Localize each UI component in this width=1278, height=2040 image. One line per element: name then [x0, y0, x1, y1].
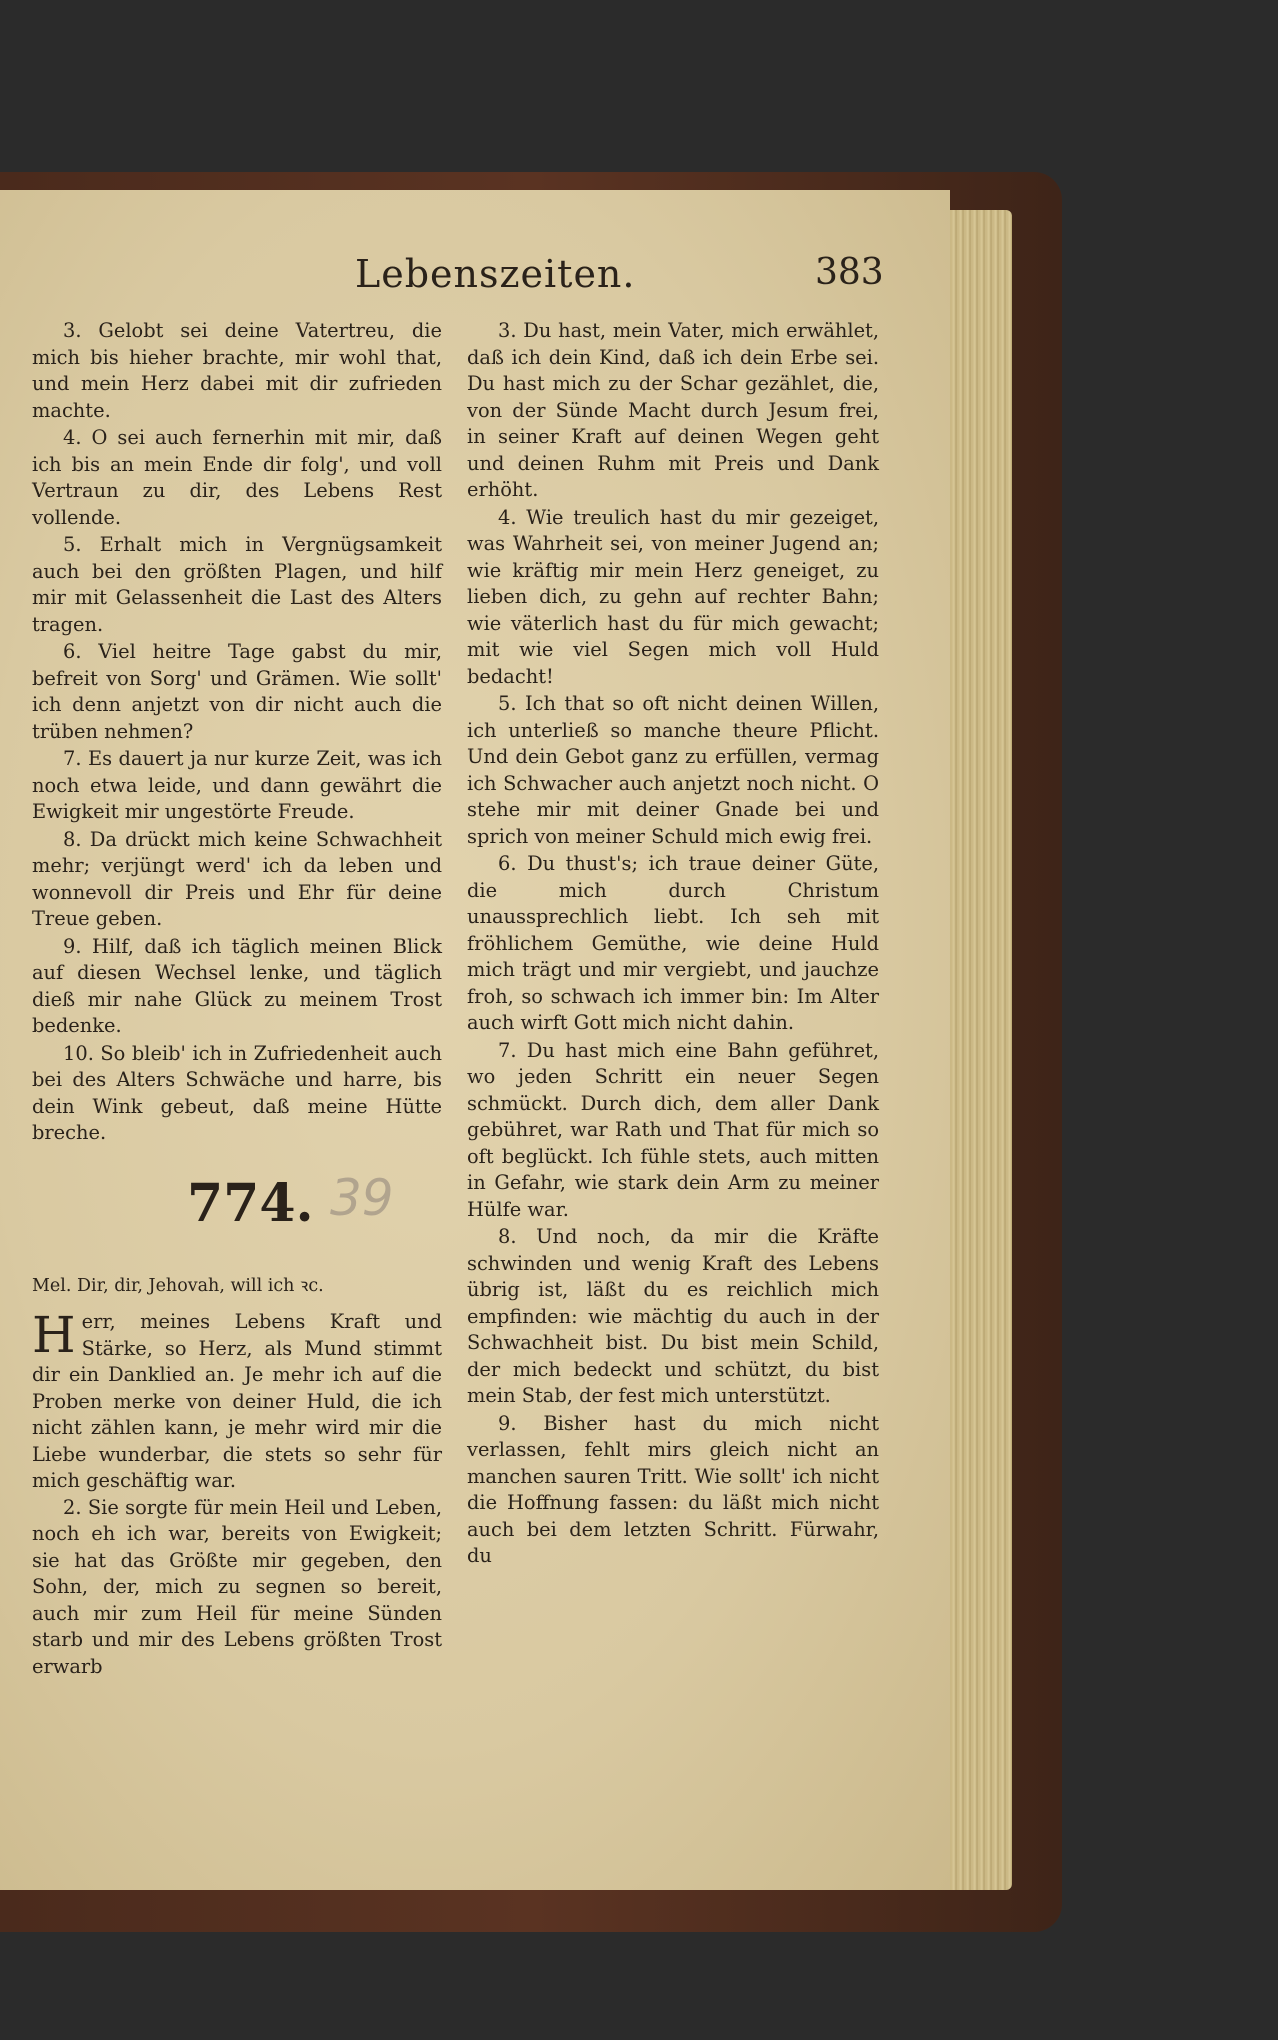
- verse: 6. Du thust's; ich traue deiner Güte, die mich durch Christum unaussprechlich liebt. Ich seh mit fröhlichem Gemüthe, wie deine Huld mich trägt und mir vergiebt, und jauchze froh, so schwach ich immer bin: Im Alter auch wirft Gott mich nicht dahin.: [467, 852, 879, 1034]
- right-column: [467, 318, 879, 1571]
- verse: 2. Sie sorgte für mein Heil und Leben, noch eh ich war, bereits von Ewigkeit; sie hat das Größte mir gegeben, den Sohn, der, mich zu segnen so bereit, auch mir zum Heil für meine Sünden starb und mir des Lebens größten Trost erwarb: [32, 1495, 442, 1678]
- verse: 7. Es dauert ja nur kurze Zeit, was ich noch etwa leide, und dann gewährt die Ewigkeit mir ungestörte Freude.: [32, 747, 442, 823]
- verse: 3. Gelobt sei deine Vatertreu, die mich bis hieher brachte, mir wohl that, und mein Herz dabei mit dir zufrieden machte.: [32, 319, 442, 422]
- verse: 4. Wie treulich hast du mir gezeiget, was Wahrheit sei, von meiner Jugend an; wie kräftig mir mein Herz geneiget, zu lieben dich, zu gehn auf rechter Bahn; wie väterlich hast du für mich gewacht; mit wie viel Segen mich voll Huld bedacht!: [467, 505, 879, 688]
- hymn-first-verse-text: err, meines Lebens Kraft und Stärke, so Herz, als Mund stimmt dir ein Danklied an. Je mehr ich auf die Proben merke von deiner Huld, die ich nicht zählen kann, je mehr wird mir die Liebe wunderbar, die stets so sehr für mich geschäftig war.: [32, 1310, 442, 1492]
- handwritten-note: 39: [330, 1168, 394, 1227]
- left-column: [32, 318, 442, 1681]
- book-page: [0, 190, 950, 1890]
- hymn-number: 774.: [187, 1172, 314, 1234]
- hymn-first-verse: [32, 1306, 442, 1495]
- running-title: Lebenszeiten.: [355, 252, 636, 296]
- verse: 10. So bleib' ich in Zufriedenheit auch bei des Alters Schwäche und harre, bis dein Wink gebeut, daß meine Hütte breche.: [32, 1041, 442, 1144]
- verse: 5. Erhalt mich in Vergnügsamkeit auch bei den größten Plagen, und hilf mir mit Gelassenheit die Last des Alters tragen.: [32, 533, 442, 636]
- verse: 5. Ich that so oft nicht deinen Willen, ich unterließ so manche theure Pflicht. Und dein Gebot ganz zu erfüllen, vermag ich Schwacher auch anjetzt noch nicht. O stehe mir mit deiner Gnade bei und sprich von meiner Schuld mich ewig frei.: [467, 692, 879, 848]
- verse: 7. Du hast mich eine Bahn geführet, wo jeden Schritt ein neuer Segen schmückt. Durch dich, dem aller Dank gebühret, war Rath und That für mich so oft beglückt. Ich fühle stets, auch mitten in Gefahr, wie stark dein Arm zu meiner Hülfe war.: [467, 1038, 879, 1221]
- verse: 9. Bisher hast du mich nicht verlassen, fehlt mirs gleich nicht an manchen sauren Tritt. Wie sollt' ich nicht die Hoffnung fassen: du läßt mich nicht auch bei dem letzten Schritt. Fürwahr, du: [467, 1411, 879, 1567]
- verse: 8. Da drückt mich keine Schwachheit mehr; verjüngt werd' ich da leben und wonnevoll dir Preis und Ehr für deine Treue geben.: [32, 827, 442, 930]
- verse: 9. Hilf, daß ich täglich meinen Blick auf diesen Wechsel lenke, und täglich dieß mir nahe Glück zu meinem Trost bedenke.: [32, 934, 442, 1037]
- verse: 8. Und noch, da mir die Kräfte schwinden und wenig Kraft des Lebens übrig ist, läßt du es reichlich mich empfinden: wie mächtig du auch in der Schwachheit bist. Du bist mein Schild, der mich bedeckt und schützt, du bist mein Stab, der fest mich unterstützt.: [467, 1225, 879, 1407]
- verse: 4. O sei auch fernerhin mit mir, daß ich bis an mein Ende dir folg', und voll Vertraun zu dir, des Lebens Rest vollende.: [32, 426, 442, 529]
- page-header: [0, 252, 950, 312]
- verse: 6. Viel heitre Tage gabst du mir, befreit von Sorg' und Grämen. Wie sollt' ich denn anjetzt von dir nicht auch die trüben nehmen?: [32, 640, 442, 743]
- melody-line: Mel. Dir, dir, Jehovah, will ich ꝛc.: [32, 1275, 324, 1296]
- drop-cap: H: [32, 1306, 76, 1364]
- hymn-heading: [32, 1168, 442, 1263]
- verse: 3. Du hast, mein Vater, mich erwählet, daß ich dein Kind, daß ich dein Erbe sei. Du hast mich zu der Schar gezählet, die, von der Sünde Macht durch Jesum frei, in seiner Kraft auf deinen Wegen geht und deinen Ruhm mit Preis und Dank erhöht.: [467, 319, 879, 501]
- page-number: 383: [815, 252, 884, 293]
